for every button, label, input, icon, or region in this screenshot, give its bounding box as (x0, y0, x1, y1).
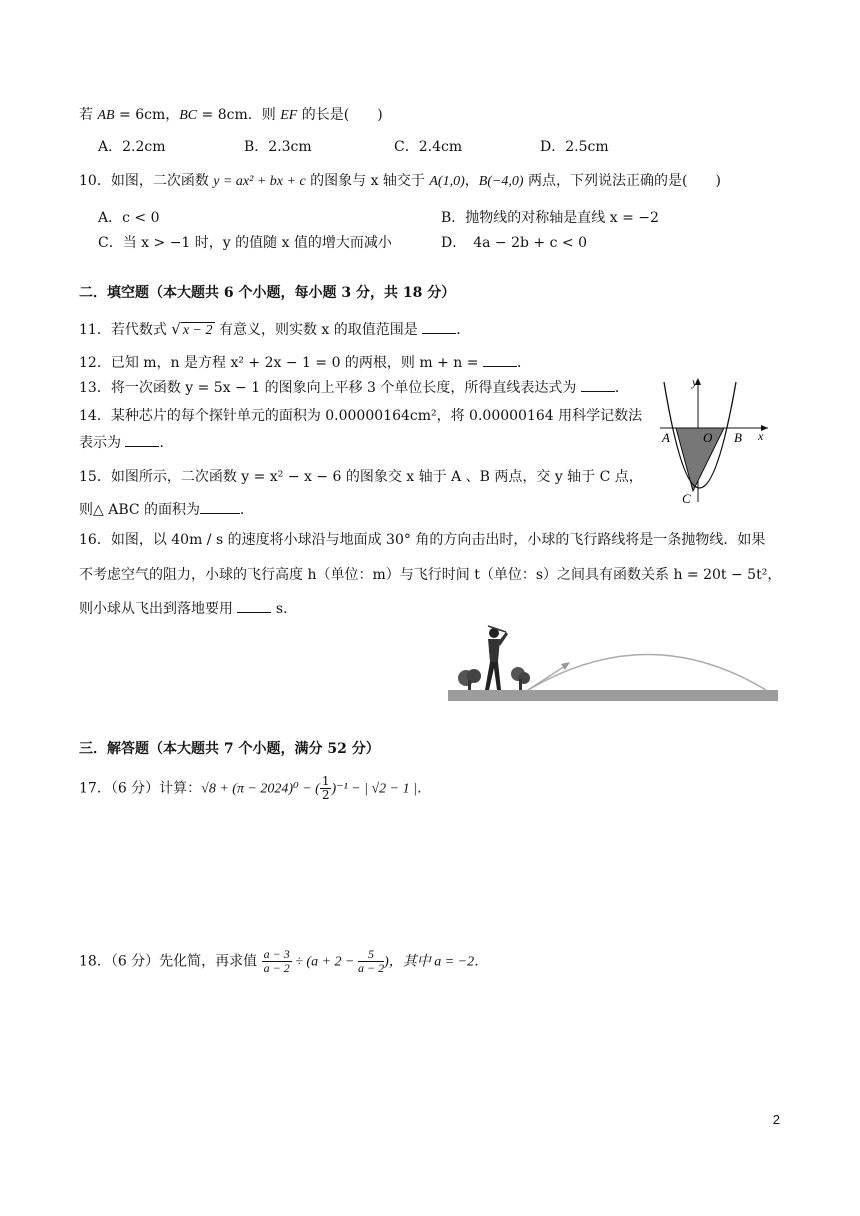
q9-option-a: A．2.2cm (98, 139, 166, 155)
section-2-heading: 二．填空题（本大题共 6 个小题，每小题 3 分，共 18 分） (79, 285, 456, 301)
q10-option-d: D． 4a − 2b + c < 0 (441, 235, 587, 251)
q17-frac-num: 1 (321, 774, 330, 788)
q12-answer-blank[interactable] (483, 354, 517, 367)
q14-line1: 14．某种芯片的每个探针单元的面积为 0.00000164cm²，将 0.00000164 用科学记数法 (79, 408, 643, 424)
label-b: B (734, 430, 742, 445)
shrub-icon-right (511, 667, 530, 690)
q17 (79, 775, 431, 802)
q11-end: ． (456, 322, 471, 338)
q17-text: 17．（6 分）计算： (79, 780, 202, 797)
q9-text: 若 (79, 107, 98, 123)
q16-answer-blank[interactable] (237, 600, 271, 613)
q10-option-a: A．c < 0 (98, 210, 160, 226)
q11-radicand: x − 2 (182, 323, 213, 338)
q9-stem-tail (79, 106, 383, 125)
page-number: 2 (772, 1112, 780, 1127)
q9-bc: BC (179, 108, 198, 123)
q16-line2: 不考虑空气的阻力，小球的飞行高度 h（单位：m）与飞行时间 t（单位：s）之间具有函数关系 h = 20t − 5t²， (79, 567, 782, 583)
ball-trajectory (528, 655, 766, 691)
q17-expr-1: √8 + (π − 2024)⁰ − ( (201, 781, 320, 797)
q13-text: 13．将一次函数 y = 5x − 1 的图象向上平移 3 个单位长度，所得直线表达式为 (79, 380, 581, 396)
q13 (79, 379, 629, 397)
ground (448, 690, 778, 701)
q15-line1: 15．如图所示，二次函数 y = x² − x − 6 的图象交 x 轴于 A 、B 两点，交 y 轴于 C 点， (79, 469, 643, 485)
q10-func: y = ax² + bx + c (213, 174, 306, 189)
q9-option-d: D．2.5cm (540, 139, 609, 155)
q18-fraction-2 (358, 948, 384, 975)
q18-f2-num: 5 (358, 948, 384, 962)
q10-point-b: B(−4,0) (478, 174, 524, 189)
q10-option-b: B．抛物线的对称轴是直线 x = −2 (441, 210, 659, 226)
q9-text2: 的长是( ) (297, 107, 383, 123)
q11-text: 11．若代数式 (79, 322, 172, 338)
q18-tail: )，其中 a = −2． (384, 954, 489, 970)
label-c: C (682, 491, 691, 506)
q17-fraction (320, 775, 332, 802)
section-3-heading: 三．解答题（本大题共 7 个小题，满分 52 分） (79, 741, 380, 757)
q17-expr-2: )⁻¹ − | √2 − 1 |． (331, 781, 431, 797)
q15-parabola-graph (652, 374, 774, 506)
q11-text-b: 有意义，则实数 x 的取值范围是 (214, 322, 423, 338)
q18-mid: ÷ (a + 2 − (291, 954, 358, 970)
q13-answer-blank[interactable] (581, 379, 615, 392)
q18-f1-num: a − 3 (263, 947, 290, 961)
label-x: x (758, 429, 764, 443)
q10-stem-a: 10．如图，二次函数 (79, 173, 214, 189)
q15-text-b: 则△ ABC 的面积为 (79, 502, 201, 518)
q10-stem-b: 的图象与 x 轴交于 (305, 173, 430, 189)
q17-frac-den: 2 (321, 788, 330, 802)
q15-answer-blank[interactable] (200, 501, 240, 514)
label-o: O (703, 430, 713, 445)
q18-text: 18．（6 分）先化简，再求值 (79, 953, 262, 970)
q11: 11．若代数式 √ x − 2 有意义，则实数 x 的取值范围是 ． (79, 320, 471, 338)
q16-line3 (79, 600, 297, 618)
golfer-icon (485, 626, 508, 690)
q9-option-b: B．2.3cm (244, 139, 312, 155)
label-a: A (662, 430, 670, 445)
q10-point-a: A(1,0) (429, 174, 465, 189)
q12-end: ． (516, 355, 531, 371)
q13-end: ． (614, 380, 629, 396)
q9-ab: AB (97, 108, 115, 123)
q18 (79, 948, 488, 975)
q10-option-c: C．当 x > −1 时，y 的值随 x 值的增大而减小 (98, 235, 392, 251)
label-y: y (692, 375, 698, 389)
q14-text-b: 表示为 (79, 435, 126, 451)
q12 (79, 354, 531, 372)
golf-trajectory-illustration (448, 624, 780, 706)
q11-answer-blank[interactable] (422, 321, 456, 334)
q14-line2 (79, 434, 173, 452)
q12-text: 12．已知 m，n 是方程 x² + 2x − 1 = 0 的两根，则 m + n = (79, 355, 483, 371)
triangle-abc (676, 428, 724, 491)
q15-line2 (79, 501, 254, 519)
q14-answer-blank[interactable] (125, 434, 159, 447)
q15-end: ． (240, 502, 255, 518)
q14-end: ． (159, 435, 174, 451)
q16-line1: 16．如图，以 40m / s 的速度将小球沿与地面成 30° 角的方向击出时，小球的飞行路线将是一条抛物线．如果 (79, 532, 766, 548)
shrub-icon (458, 669, 481, 690)
q9-ef: EF (280, 108, 298, 123)
q18-f1-den: a − 2 (263, 961, 290, 975)
q9-option-c: C．2.4cm (394, 139, 463, 155)
q16-end: s． (271, 601, 298, 617)
q18-f2-den: a − 2 (357, 961, 385, 975)
launch-arrow (528, 664, 568, 690)
q10-stem (79, 172, 721, 191)
q10-sep: ， (464, 173, 479, 189)
q18-fraction-1 (262, 948, 292, 975)
arrow-head (561, 662, 570, 670)
q16-text-c: 则小球从飞出到落地要用 (79, 601, 238, 617)
q9-eq2: = 8cm．则 (197, 107, 281, 123)
q9-eq1: = 6cm， (114, 107, 180, 123)
q10-stem-c: 两点，下列说法正确的是( ) (523, 173, 721, 189)
